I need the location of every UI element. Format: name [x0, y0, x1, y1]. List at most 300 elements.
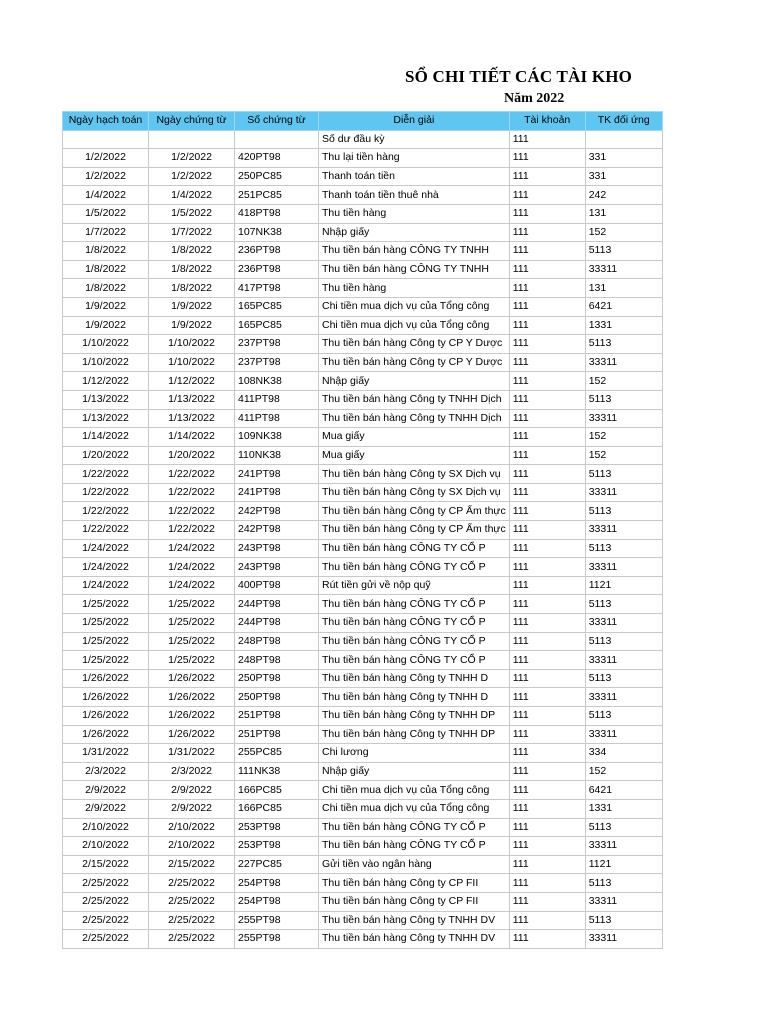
description-cell[interactable]: Thu tiền bán hàng CÔNG TY CỔ P [319, 558, 510, 577]
contra-account-cell[interactable]: 1121 [585, 576, 662, 595]
description-cell[interactable]: Thu tiền bán hàng Công ty CP Y Dược [319, 335, 510, 354]
posting-date-cell[interactable]: 1/22/2022 [63, 465, 149, 484]
posting-date-cell[interactable]: 2/25/2022 [63, 930, 149, 949]
contra-account-cell[interactable]: 5113 [585, 595, 662, 614]
posting-date-cell[interactable]: 1/22/2022 [63, 502, 149, 521]
posting-date-cell[interactable]: 2/15/2022 [63, 855, 149, 874]
contra-account-cell[interactable]: 152 [585, 446, 662, 465]
posting-date-cell[interactable]: 1/20/2022 [63, 446, 149, 465]
account-cell[interactable]: 111 [509, 911, 585, 930]
table-row[interactable] [63, 688, 663, 707]
table-row[interactable] [63, 372, 663, 391]
description-cell[interactable]: Thu tiền bán hàng CÔNG TY TNHH [319, 242, 510, 261]
posting-date-cell[interactable]: 1/24/2022 [63, 539, 149, 558]
table-row[interactable] [63, 911, 663, 930]
voucher-date-cell[interactable]: 2/25/2022 [149, 892, 235, 911]
description-cell[interactable]: Số dư đầu kỳ [319, 130, 510, 149]
posting-date-cell[interactable]: 1/5/2022 [63, 204, 149, 223]
description-cell[interactable]: Thu tiền bán hàng CÔNG TY CỔ P [319, 595, 510, 614]
voucher-date-cell[interactable]: 1/25/2022 [149, 651, 235, 670]
description-cell[interactable]: Mua giấy [319, 446, 510, 465]
table-row[interactable] [63, 316, 663, 335]
contra-account-cell[interactable] [585, 130, 662, 149]
voucher-number-cell[interactable]: 254PT98 [235, 892, 319, 911]
posting-date-cell[interactable]: 2/25/2022 [63, 892, 149, 911]
account-cell[interactable]: 111 [509, 632, 585, 651]
contra-account-cell[interactable]: 6421 [585, 781, 662, 800]
voucher-number-cell[interactable]: 241PT98 [235, 483, 319, 502]
voucher-number-cell[interactable]: 248PT98 [235, 632, 319, 651]
account-cell[interactable]: 111 [509, 483, 585, 502]
voucher-number-cell[interactable]: 244PT98 [235, 595, 319, 614]
account-cell[interactable]: 111 [509, 390, 585, 409]
voucher-date-cell[interactable]: 1/24/2022 [149, 576, 235, 595]
description-cell[interactable]: Chi tiền mua dịch vụ của Tổng công [319, 799, 510, 818]
voucher-number-cell[interactable]: 110NK38 [235, 446, 319, 465]
contra-account-cell[interactable]: 33311 [585, 892, 662, 911]
contra-account-cell[interactable]: 33311 [585, 688, 662, 707]
voucher-number-cell[interactable]: 251PT98 [235, 707, 319, 726]
voucher-date-cell[interactable]: 1/10/2022 [149, 335, 235, 354]
col-header-contra-account[interactable]: TK đối ứng [585, 112, 662, 131]
posting-date-cell[interactable]: 1/26/2022 [63, 669, 149, 688]
voucher-date-cell[interactable]: 1/7/2022 [149, 223, 235, 242]
table-row[interactable] [63, 465, 663, 484]
voucher-date-cell[interactable]: 1/22/2022 [149, 483, 235, 502]
contra-account-cell[interactable]: 33311 [585, 353, 662, 372]
account-cell[interactable]: 111 [509, 521, 585, 540]
account-cell[interactable]: 111 [509, 799, 585, 818]
voucher-date-cell[interactable]: 1/5/2022 [149, 204, 235, 223]
voucher-date-cell[interactable]: 1/26/2022 [149, 707, 235, 726]
description-cell[interactable]: Thu tiền bán hàng Công ty CP FII [319, 874, 510, 893]
description-cell[interactable]: Thu tiền bán hàng CÔNG TY CỔ P [319, 818, 510, 837]
contra-account-cell[interactable]: 152 [585, 762, 662, 781]
voucher-date-cell[interactable]: 1/8/2022 [149, 242, 235, 261]
account-cell[interactable]: 111 [509, 558, 585, 577]
voucher-number-cell[interactable]: 227PC85 [235, 855, 319, 874]
account-cell[interactable]: 111 [509, 651, 585, 670]
table-row[interactable] [63, 632, 663, 651]
table-row[interactable] [63, 576, 663, 595]
voucher-date-cell[interactable]: 1/26/2022 [149, 688, 235, 707]
voucher-date-cell[interactable]: 2/3/2022 [149, 762, 235, 781]
account-cell[interactable]: 111 [509, 167, 585, 186]
table-row[interactable] [63, 539, 663, 558]
voucher-date-cell[interactable]: 1/8/2022 [149, 260, 235, 279]
account-cell[interactable]: 111 [509, 204, 585, 223]
table-row[interactable] [63, 707, 663, 726]
table-row[interactable] [63, 149, 663, 168]
table-row[interactable] [63, 186, 663, 205]
contra-account-cell[interactable]: 33311 [585, 837, 662, 856]
posting-date-cell[interactable]: 1/10/2022 [63, 335, 149, 354]
account-cell[interactable]: 111 [509, 186, 585, 205]
posting-date-cell[interactable]: 1/24/2022 [63, 558, 149, 577]
voucher-date-cell[interactable]: 1/26/2022 [149, 669, 235, 688]
account-cell[interactable]: 111 [509, 149, 585, 168]
voucher-number-cell[interactable] [235, 130, 319, 149]
description-cell[interactable]: Thu tiền bán hàng CÔNG TY TNHH [319, 260, 510, 279]
table-row[interactable] [63, 335, 663, 354]
voucher-number-cell[interactable]: 255PT98 [235, 911, 319, 930]
account-cell[interactable]: 111 [509, 725, 585, 744]
contra-account-cell[interactable]: 1331 [585, 316, 662, 335]
voucher-number-cell[interactable]: 418PT98 [235, 204, 319, 223]
table-row[interactable] [63, 651, 663, 670]
table-row[interactable] [63, 855, 663, 874]
description-cell[interactable]: Nhập giấy [319, 762, 510, 781]
posting-date-cell[interactable]: 2/9/2022 [63, 781, 149, 800]
voucher-date-cell[interactable]: 1/22/2022 [149, 521, 235, 540]
description-cell[interactable]: Thu tiền bán hàng CÔNG TY CỔ P [319, 614, 510, 633]
account-cell[interactable]: 111 [509, 688, 585, 707]
contra-account-cell[interactable]: 33311 [585, 558, 662, 577]
description-cell[interactable]: Thu tiền bán hàng Công ty TNHH DP [319, 725, 510, 744]
description-cell[interactable]: Thu tiền bán hàng Công ty CP Y Dược [319, 353, 510, 372]
posting-date-cell[interactable]: 1/8/2022 [63, 279, 149, 298]
table-row[interactable] [63, 297, 663, 316]
table-row[interactable] [63, 799, 663, 818]
account-cell[interactable]: 111 [509, 892, 585, 911]
voucher-date-cell[interactable]: 1/12/2022 [149, 372, 235, 391]
table-row[interactable] [63, 669, 663, 688]
col-header-voucher-date[interactable]: Ngày chứng từ [149, 112, 235, 131]
description-cell[interactable]: Thu tiền hàng [319, 279, 510, 298]
contra-account-cell[interactable]: 5113 [585, 539, 662, 558]
voucher-date-cell[interactable]: 2/10/2022 [149, 837, 235, 856]
description-cell[interactable]: Thu tiền bán hàng Công ty SX Dịch vụ [319, 483, 510, 502]
description-cell[interactable]: Thu tiền bán hàng Công ty TNHH Dịch [319, 409, 510, 428]
posting-date-cell[interactable]: 1/13/2022 [63, 390, 149, 409]
voucher-number-cell[interactable]: 243PT98 [235, 539, 319, 558]
contra-account-cell[interactable]: 33311 [585, 725, 662, 744]
contra-account-cell[interactable]: 33311 [585, 260, 662, 279]
voucher-number-cell[interactable]: 242PT98 [235, 502, 319, 521]
account-cell[interactable]: 111 [509, 837, 585, 856]
contra-account-cell[interactable]: 131 [585, 279, 662, 298]
posting-date-cell[interactable]: 1/26/2022 [63, 707, 149, 726]
posting-date-cell[interactable]: 1/9/2022 [63, 297, 149, 316]
account-cell[interactable]: 111 [509, 539, 585, 558]
posting-date-cell[interactable]: 1/24/2022 [63, 576, 149, 595]
col-header-posting-date[interactable]: Ngày hạch toán [63, 112, 149, 131]
table-row[interactable] [63, 223, 663, 242]
voucher-number-cell[interactable]: 253PT98 [235, 837, 319, 856]
voucher-number-cell[interactable]: 165PC85 [235, 316, 319, 335]
table-row[interactable] [63, 390, 663, 409]
account-cell[interactable]: 111 [509, 669, 585, 688]
description-cell[interactable]: Thu tiền bán hàng Công ty TNHH DP [319, 707, 510, 726]
voucher-number-cell[interactable]: 255PT98 [235, 930, 319, 949]
account-cell[interactable]: 111 [509, 409, 585, 428]
contra-account-cell[interactable]: 242 [585, 186, 662, 205]
account-cell[interactable]: 111 [509, 762, 585, 781]
posting-date-cell[interactable]: 1/25/2022 [63, 651, 149, 670]
description-cell[interactable]: Chi lương [319, 744, 510, 763]
voucher-date-cell[interactable]: 2/25/2022 [149, 874, 235, 893]
voucher-date-cell[interactable]: 2/25/2022 [149, 911, 235, 930]
account-cell[interactable]: 111 [509, 297, 585, 316]
account-cell[interactable]: 111 [509, 595, 585, 614]
voucher-date-cell[interactable]: 1/9/2022 [149, 316, 235, 335]
posting-date-cell[interactable]: 1/14/2022 [63, 428, 149, 447]
table-row[interactable] [63, 428, 663, 447]
voucher-number-cell[interactable]: 237PT98 [235, 353, 319, 372]
contra-account-cell[interactable]: 5113 [585, 465, 662, 484]
voucher-date-cell[interactable]: 1/4/2022 [149, 186, 235, 205]
contra-account-cell[interactable]: 5113 [585, 502, 662, 521]
contra-account-cell[interactable]: 1121 [585, 855, 662, 874]
voucher-date-cell[interactable]: 2/9/2022 [149, 781, 235, 800]
account-cell[interactable]: 111 [509, 353, 585, 372]
account-cell[interactable]: 111 [509, 781, 585, 800]
table-row[interactable] [63, 725, 663, 744]
voucher-number-cell[interactable]: 248PT98 [235, 651, 319, 670]
contra-account-cell[interactable]: 33311 [585, 614, 662, 633]
description-cell[interactable]: Thu tiền bán hàng CÔNG TY CỔ P [319, 651, 510, 670]
col-header-description[interactable]: Diễn giải [319, 112, 510, 131]
voucher-date-cell[interactable]: 1/22/2022 [149, 502, 235, 521]
table-row[interactable] [63, 837, 663, 856]
voucher-date-cell[interactable]: 1/22/2022 [149, 465, 235, 484]
posting-date-cell[interactable]: 1/4/2022 [63, 186, 149, 205]
account-cell[interactable]: 111 [509, 576, 585, 595]
description-cell[interactable]: Nhập giấy [319, 372, 510, 391]
posting-date-cell[interactable]: 1/9/2022 [63, 316, 149, 335]
description-cell[interactable]: Chi tiền mua dịch vụ của Tổng công [319, 781, 510, 800]
table-row[interactable] [63, 483, 663, 502]
voucher-date-cell[interactable]: 1/2/2022 [149, 149, 235, 168]
voucher-number-cell[interactable]: 411PT98 [235, 390, 319, 409]
voucher-number-cell[interactable]: 253PT98 [235, 818, 319, 837]
voucher-date-cell[interactable]: 1/14/2022 [149, 428, 235, 447]
voucher-number-cell[interactable]: 255PC85 [235, 744, 319, 763]
table-row[interactable] [63, 353, 663, 372]
posting-date-cell[interactable]: 2/9/2022 [63, 799, 149, 818]
description-cell[interactable]: Thanh toán tiền thuê nhà [319, 186, 510, 205]
table-row[interactable] [63, 874, 663, 893]
description-cell[interactable]: Rút tiền gửi về nộp quỹ [319, 576, 510, 595]
voucher-date-cell[interactable]: 1/31/2022 [149, 744, 235, 763]
contra-account-cell[interactable]: 6421 [585, 297, 662, 316]
voucher-number-cell[interactable]: 111NK38 [235, 762, 319, 781]
voucher-number-cell[interactable]: 254PT98 [235, 874, 319, 893]
account-cell[interactable]: 111 [509, 614, 585, 633]
description-cell[interactable]: Thanh toán tiền [319, 167, 510, 186]
account-cell[interactable]: 111 [509, 279, 585, 298]
table-row[interactable] [63, 762, 663, 781]
table-row[interactable] [63, 558, 663, 577]
posting-date-cell[interactable]: 1/26/2022 [63, 688, 149, 707]
contra-account-cell[interactable]: 152 [585, 372, 662, 391]
posting-date-cell[interactable]: 1/22/2022 [63, 483, 149, 502]
voucher-number-cell[interactable]: 109NK38 [235, 428, 319, 447]
table-row[interactable] [63, 167, 663, 186]
account-cell[interactable]: 111 [509, 428, 585, 447]
table-row[interactable] [63, 446, 663, 465]
description-cell[interactable]: Thu tiền bán hàng CÔNG TY CỔ P [319, 837, 510, 856]
description-cell[interactable]: Chi tiền mua dịch vụ của Tổng công [319, 297, 510, 316]
account-cell[interactable]: 111 [509, 465, 585, 484]
voucher-number-cell[interactable]: 417PT98 [235, 279, 319, 298]
voucher-date-cell[interactable]: 1/26/2022 [149, 725, 235, 744]
voucher-number-cell[interactable]: 165PC85 [235, 297, 319, 316]
contra-account-cell[interactable]: 331 [585, 167, 662, 186]
voucher-date-cell[interactable]: 2/15/2022 [149, 855, 235, 874]
account-cell[interactable]: 111 [509, 130, 585, 149]
contra-account-cell[interactable]: 152 [585, 223, 662, 242]
account-cell[interactable]: 111 [509, 874, 585, 893]
contra-account-cell[interactable]: 5113 [585, 669, 662, 688]
posting-date-cell[interactable]: 1/2/2022 [63, 167, 149, 186]
contra-account-cell[interactable]: 152 [585, 428, 662, 447]
voucher-number-cell[interactable]: 237PT98 [235, 335, 319, 354]
contra-account-cell[interactable]: 331 [585, 149, 662, 168]
contra-account-cell[interactable]: 33311 [585, 483, 662, 502]
voucher-number-cell[interactable]: 166PC85 [235, 799, 319, 818]
contra-account-cell[interactable]: 33311 [585, 651, 662, 670]
posting-date-cell[interactable]: 1/12/2022 [63, 372, 149, 391]
voucher-date-cell[interactable]: 2/10/2022 [149, 818, 235, 837]
posting-date-cell[interactable]: 1/26/2022 [63, 725, 149, 744]
voucher-number-cell[interactable]: 241PT98 [235, 465, 319, 484]
posting-date-cell[interactable]: 1/13/2022 [63, 409, 149, 428]
description-cell[interactable]: Thu tiền hàng [319, 204, 510, 223]
contra-account-cell[interactable]: 131 [585, 204, 662, 223]
voucher-date-cell[interactable]: 1/8/2022 [149, 279, 235, 298]
contra-account-cell[interactable]: 33311 [585, 521, 662, 540]
contra-account-cell[interactable]: 5113 [585, 335, 662, 354]
table-row[interactable] [63, 502, 663, 521]
voucher-date-cell[interactable]: 1/25/2022 [149, 614, 235, 633]
account-cell[interactable]: 111 [509, 242, 585, 261]
table-row[interactable] [63, 930, 663, 949]
description-cell[interactable]: Thu tiền bán hàng Công ty TNHH DV [319, 911, 510, 930]
voucher-number-cell[interactable]: 250PT98 [235, 669, 319, 688]
contra-account-cell[interactable]: 33311 [585, 930, 662, 949]
description-cell[interactable]: Thu tiền bán hàng Công ty CP Ẩm thực [319, 502, 510, 521]
voucher-date-cell[interactable]: 1/2/2022 [149, 167, 235, 186]
account-cell[interactable]: 111 [509, 260, 585, 279]
account-cell[interactable]: 111 [509, 818, 585, 837]
voucher-number-cell[interactable]: 243PT98 [235, 558, 319, 577]
posting-date-cell[interactable]: 1/31/2022 [63, 744, 149, 763]
voucher-number-cell[interactable]: 236PT98 [235, 260, 319, 279]
voucher-number-cell[interactable]: 108NK38 [235, 372, 319, 391]
table-row[interactable] [63, 279, 663, 298]
voucher-date-cell[interactable]: 1/24/2022 [149, 539, 235, 558]
voucher-number-cell[interactable]: 420PT98 [235, 149, 319, 168]
description-cell[interactable]: Thu tiền bán hàng Công ty TNHH D [319, 669, 510, 688]
voucher-number-cell[interactable]: 244PT98 [235, 614, 319, 633]
posting-date-cell[interactable]: 1/8/2022 [63, 260, 149, 279]
voucher-date-cell[interactable]: 1/9/2022 [149, 297, 235, 316]
table-row[interactable] [63, 260, 663, 279]
voucher-date-cell[interactable]: 1/13/2022 [149, 409, 235, 428]
contra-account-cell[interactable]: 334 [585, 744, 662, 763]
voucher-number-cell[interactable]: 251PT98 [235, 725, 319, 744]
posting-date-cell[interactable]: 1/8/2022 [63, 242, 149, 261]
description-cell[interactable]: Thu tiền bán hàng Công ty CP FII [319, 892, 510, 911]
account-cell[interactable]: 111 [509, 707, 585, 726]
contra-account-cell[interactable]: 5113 [585, 242, 662, 261]
table-row[interactable] [63, 595, 663, 614]
posting-date-cell[interactable]: 2/10/2022 [63, 818, 149, 837]
voucher-date-cell[interactable]: 1/24/2022 [149, 558, 235, 577]
account-cell[interactable]: 111 [509, 372, 585, 391]
voucher-number-cell[interactable]: 250PC85 [235, 167, 319, 186]
table-row[interactable] [63, 521, 663, 540]
posting-date-cell[interactable]: 2/10/2022 [63, 837, 149, 856]
table-row[interactable] [63, 818, 663, 837]
description-cell[interactable]: Thu tiền bán hàng Công ty SX Dịch vụ [319, 465, 510, 484]
posting-date-cell[interactable]: 2/25/2022 [63, 874, 149, 893]
account-cell[interactable]: 111 [509, 930, 585, 949]
description-cell[interactable]: Gửi tiền vào ngân hàng [319, 855, 510, 874]
posting-date-cell[interactable]: 1/25/2022 [63, 614, 149, 633]
table-row[interactable] [63, 614, 663, 633]
voucher-number-cell[interactable]: 411PT98 [235, 409, 319, 428]
account-cell[interactable]: 111 [509, 335, 585, 354]
description-cell[interactable]: Nhập giấy [319, 223, 510, 242]
posting-date-cell[interactable]: 1/22/2022 [63, 521, 149, 540]
voucher-date-cell[interactable]: 2/25/2022 [149, 930, 235, 949]
contra-account-cell[interactable]: 5113 [585, 707, 662, 726]
description-cell[interactable]: Thu tiền bán hàng Công ty TNHH Dịch [319, 390, 510, 409]
table-row[interactable] [63, 242, 663, 261]
description-cell[interactable]: Thu lại tiền hàng [319, 149, 510, 168]
description-cell[interactable]: Thu tiền bán hàng Công ty TNHH DV [319, 930, 510, 949]
voucher-number-cell[interactable]: 166PC85 [235, 781, 319, 800]
account-cell[interactable]: 111 [509, 502, 585, 521]
description-cell[interactable]: Thu tiền bán hàng CÔNG TY CỔ P [319, 539, 510, 558]
table-row[interactable] [63, 892, 663, 911]
voucher-date-cell[interactable]: 1/13/2022 [149, 390, 235, 409]
col-header-voucher-number[interactable]: Số chứng từ [235, 112, 319, 131]
col-header-account[interactable]: Tài khoản [509, 112, 585, 131]
voucher-number-cell[interactable]: 236PT98 [235, 242, 319, 261]
contra-account-cell[interactable]: 5113 [585, 874, 662, 893]
voucher-number-cell[interactable]: 242PT98 [235, 521, 319, 540]
contra-account-cell[interactable]: 1331 [585, 799, 662, 818]
voucher-date-cell[interactable]: 1/20/2022 [149, 446, 235, 465]
description-cell[interactable]: Thu tiền bán hàng Công ty CP Ẩm thực [319, 521, 510, 540]
table-row[interactable] [63, 204, 663, 223]
voucher-date-cell[interactable]: 2/9/2022 [149, 799, 235, 818]
description-cell[interactable]: Thu tiền bán hàng Công ty TNHH D [319, 688, 510, 707]
contra-account-cell[interactable]: 5113 [585, 390, 662, 409]
account-cell[interactable]: 111 [509, 316, 585, 335]
account-cell[interactable]: 111 [509, 446, 585, 465]
table-row[interactable] [63, 781, 663, 800]
voucher-number-cell[interactable]: 107NK38 [235, 223, 319, 242]
voucher-number-cell[interactable]: 250PT98 [235, 688, 319, 707]
voucher-date-cell[interactable] [149, 130, 235, 149]
posting-date-cell[interactable]: 2/25/2022 [63, 911, 149, 930]
description-cell[interactable]: Thu tiền bán hàng CÔNG TY CỔ P [319, 632, 510, 651]
account-cell[interactable]: 111 [509, 223, 585, 242]
voucher-date-cell[interactable]: 1/25/2022 [149, 632, 235, 651]
voucher-number-cell[interactable]: 251PC85 [235, 186, 319, 205]
table-row[interactable] [63, 409, 663, 428]
posting-date-cell[interactable]: 1/2/2022 [63, 149, 149, 168]
posting-date-cell[interactable] [63, 130, 149, 149]
description-cell[interactable]: Chi tiền mua dịch vụ của Tổng công [319, 316, 510, 335]
contra-account-cell[interactable]: 5113 [585, 911, 662, 930]
posting-date-cell[interactable]: 1/25/2022 [63, 595, 149, 614]
contra-account-cell[interactable]: 5113 [585, 818, 662, 837]
